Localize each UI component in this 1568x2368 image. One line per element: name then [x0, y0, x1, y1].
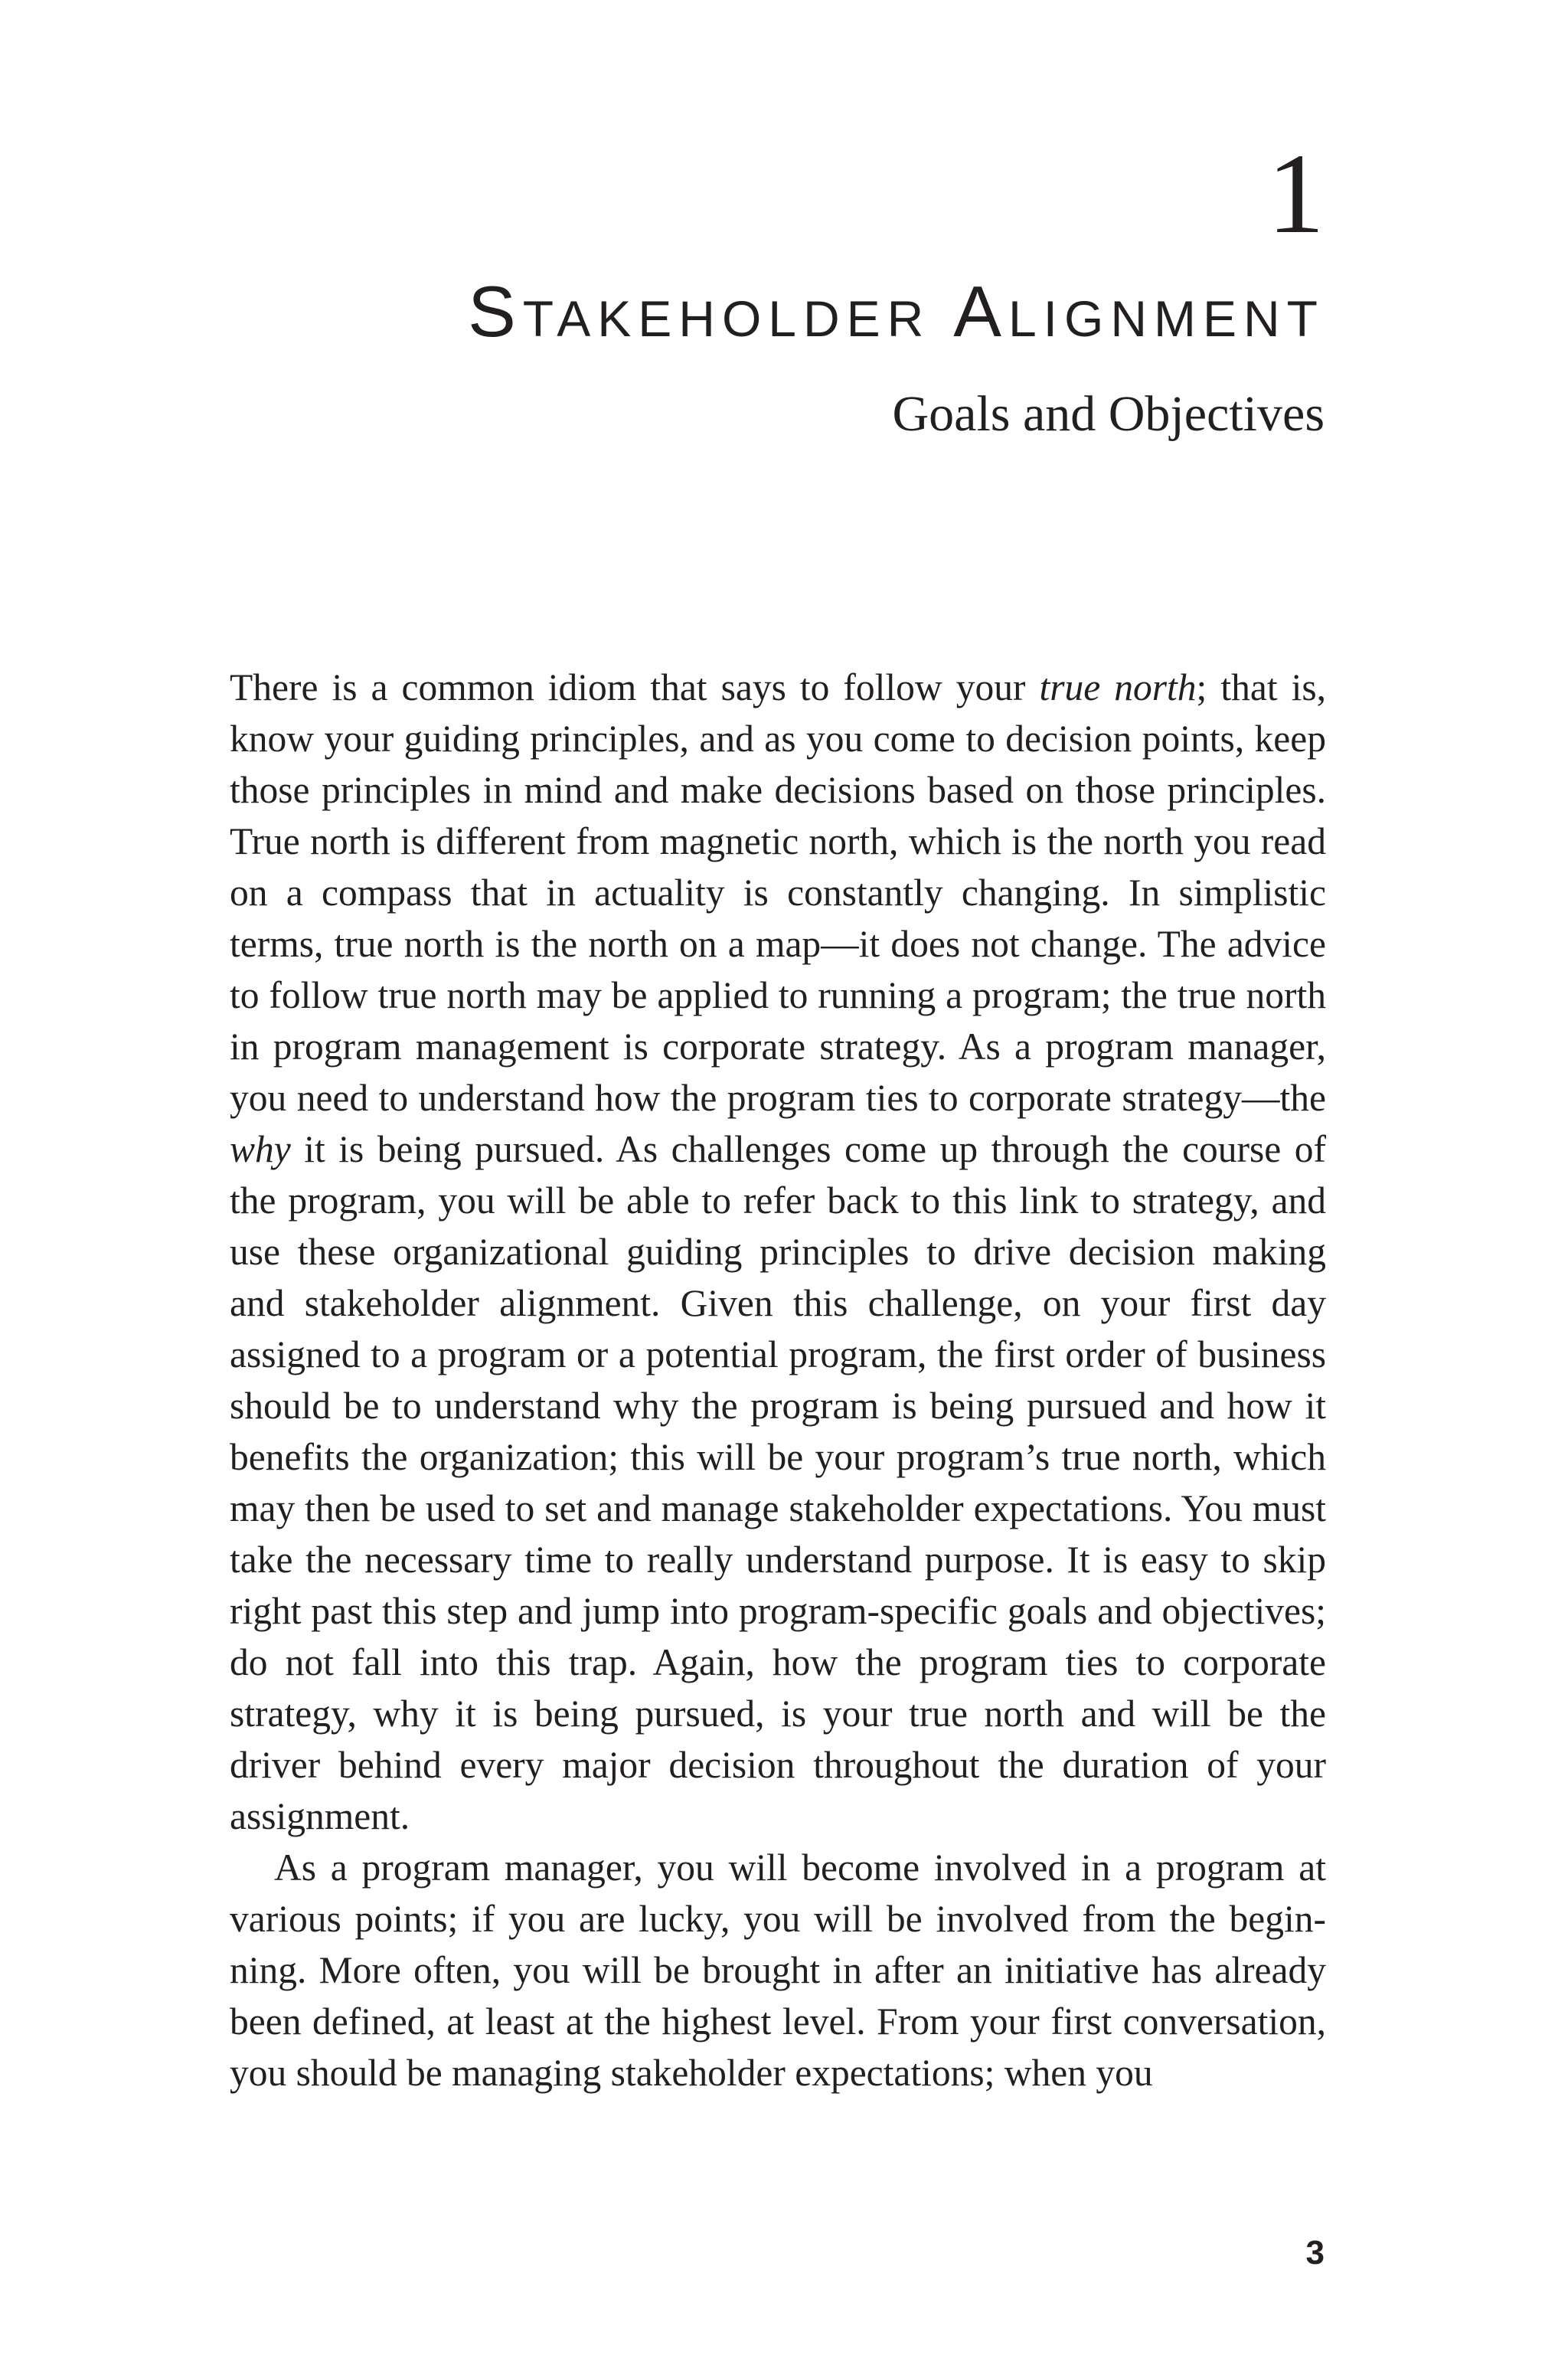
chapter-number: 1 [1267, 130, 1325, 257]
chapter-subtitle: Goals and Objectives [892, 386, 1325, 442]
paragraph-1-italic-why: why [230, 1128, 291, 1170]
paragraph-2: As a program manager, you will become involved in a program at various points; if you are lucky, you will be involved from the beginning. More often, you will be brought in after an initiative has already been defined, at least at the highest level. From your first conversation, you should be managing stakeholder expectations; when you [230, 1846, 1326, 2094]
page-number: 3 [1305, 2234, 1325, 2272]
paragraph-1-part-b: ; that is, know your guiding principles, and as you come to decision points, keep those principles in mind and make decisions based on those principles. True north is different from magnetic north, which is the north you read on a compass that in actuality is constantly changing. In simplistic terms, true north is the north on a map—it does not change. The advice to follow true north may be applied to running a program; the true north in program management is corporate strategy. As a program manager, you need to understand how the program ties to corporate strategy—the [230, 666, 1326, 1119]
paragraph-1-part-a: There is a common idiom that says to follow your [230, 666, 1040, 708]
paragraph-1-italic-true-north: true north [1039, 666, 1197, 708]
paragraph-1-part-c: it is being pursued. As challenges come up through the course of the program, you will be able to refer back to this link to strategy, and use these organizational guiding principles to drive decision making and stakeholder alignment. Given this challenge, on your first day assigned to a program or a potential program, the first order of business should be to understand why the program is being pursued and how it benefits the organization; this will be your program’s true north, which may then be used to set and manage stakeholder expectations. You must take the necessary time to really understand purpose. It is easy to skip right past this step and jump into program-specific goals and objectives; do not fall into this trap. Again, how the program ties to corporate strategy, why it is being pursued, is your true north and will be the driver behind every major decision throughout the duration of your assignment. [230, 1128, 1326, 1837]
body-text [230, 662, 1326, 2098]
paragraph-1 [230, 662, 1326, 1842]
chapter-title: Stakeholder Alignment [468, 271, 1325, 352]
